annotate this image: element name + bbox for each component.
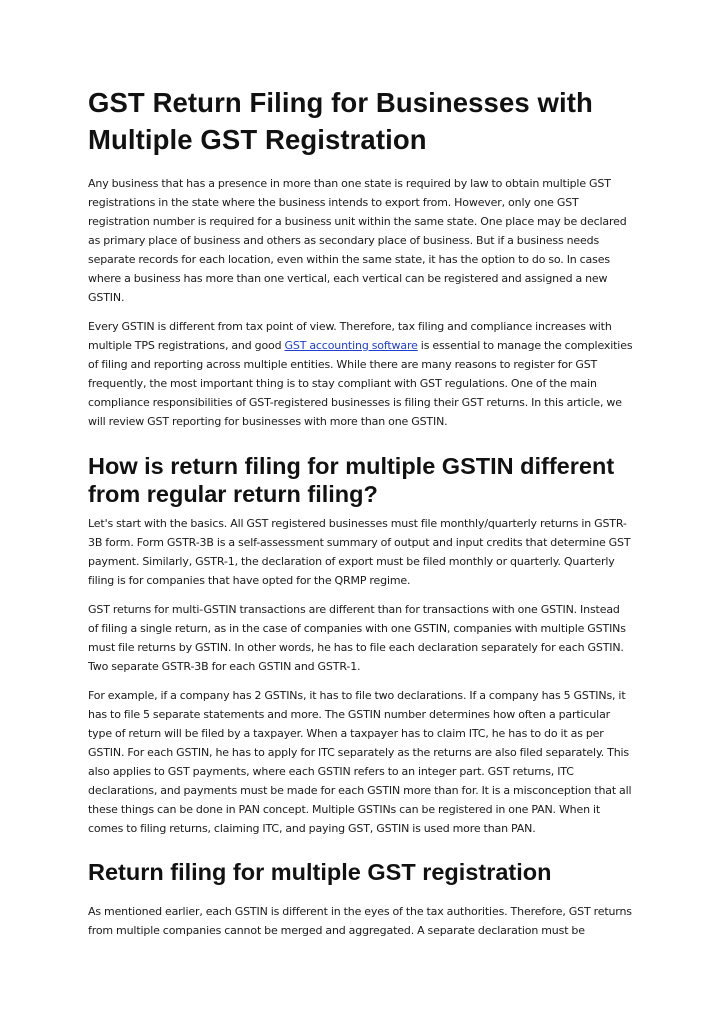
section2-paragraph: For example, if a company has 2 GSTINs, it has to file two declarations. If a company has 5 GSTINs, it has to file 5 separate statements and more. The GSTIN number determines how often a particular type of return will be filed by a taxpayer. When a taxpayer has to claim ITC, he has to do it as per GSTIN. For each GSTIN, he has to apply for ITC separately as the returns are also filed separately. This also applies to GST payments, where each GSTIN refers to an integer part. GST returns, ITC declarations, and payments must be made for each GSTIN more than for. It is a misconception that all these things can be done in PAN concept. Multiple GSTINs can be registered in one PAN. When it comes to filing returns, claiming ITC, and paying GST, GSTIN is used more than PAN. [88,689,632,835]
section3-paragraph: As mentioned earlier, each GSTIN is different in the eyes of the tax authorities. Therefore, GST returns from multiple companies cannot be merged and aggregated. A separate declaration must be [88,905,632,937]
paragraph-with-link [88,317,633,431]
section-heading-multiple-gstin: How is return filing for multiple GSTIN different from regular return filing? [88,453,615,507]
section2-paragraph: Let's start with the basics. All GST registered businesses must file monthly/quarterly returns in GSTR-3B form. Form GSTR-3B is a self-assessment summary of output and input credits that determine GST payment. Similarly, GSTR-1, the declaration of export must be filed monthly or quarterly. Quarterly filing is for companies that have opted for the QRMP regime. [88,517,631,587]
paragraph-text-after-link: is essential to manage the complexities of filing and reporting across multiple entities. While there are many reasons to register for GST frequently, the most important thing is to stay compliant with GST regulations. One of the main compliance responsibilities of GST-registered businesses is filing their GST returns. In this article, we will review GST reporting for businesses with more than one GSTIN. [88,339,633,428]
paragraph-text-before-link: Every GSTIN is different from tax point of view. Therefore, tax filing and compliance increases with multiple TPS registrations, and good [88,320,612,352]
intro-paragraph: Any business that has a presence in more than one state is required by law to obtain multiple GST registrations in the state where the business intends to export from. However, only one GST registration number is required for a business unit within the same state. One place may be declared as primary place of business and others as secondary place of business. But if a business needs separate records for each location, even within the same state, it has the option to do so. In cases where a business has more than one vertical, each vertical can be registered and assigned a new GSTIN. [88,177,627,304]
document-title: GST Return Filing for Businesses with Multiple GST Registration [88,87,593,155]
section-heading-return-filing: Return filing for multiple GST registration [88,859,552,885]
gst-accounting-software-link[interactable]: GST accounting software [284,339,418,352]
section2-paragraph: GST returns for multi-GSTIN transactions are different than for transactions with one GSTIN. Instead of filing a single return, as in the case of companies with one GSTIN, companies with multiple GSTINs must file returns by GSTIN. In other words, he has to file each declaration separately for each GSTIN. Two separate GSTR-3B for each GSTIN and GSTR-1. [88,603,626,673]
